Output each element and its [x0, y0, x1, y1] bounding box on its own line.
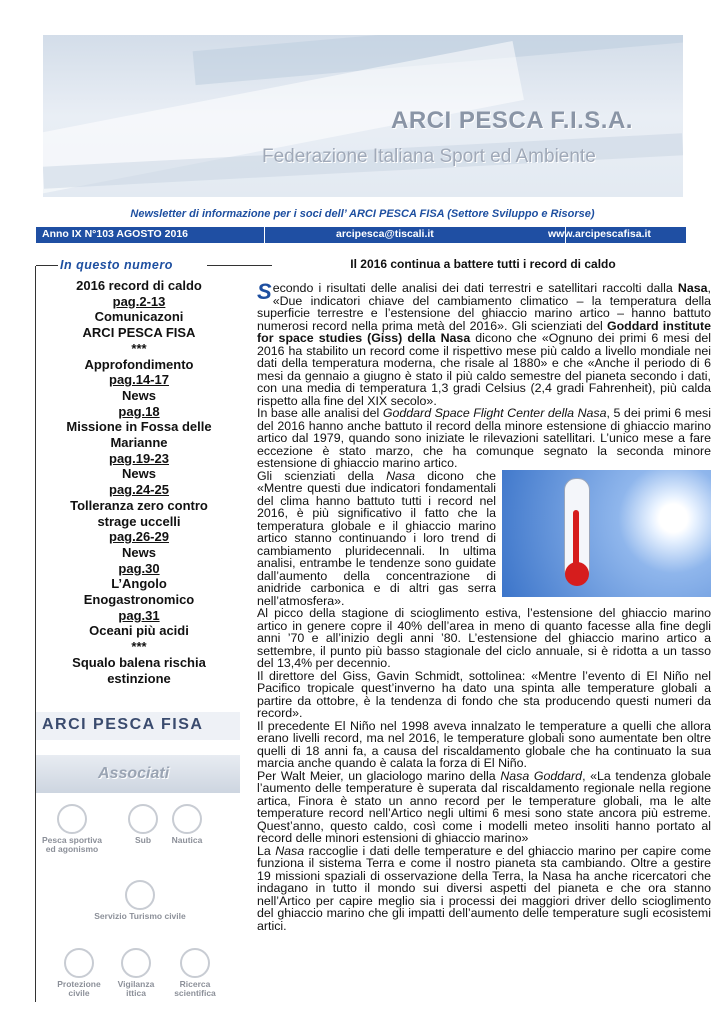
thermometer-photo — [502, 470, 711, 597]
associati-label: Associati — [98, 765, 170, 782]
toc-page-link[interactable]: pag.18 — [118, 403, 160, 419]
toc-page-link[interactable]: pag.26-29 — [109, 529, 169, 545]
associati-panel — [36, 712, 240, 1002]
article-paragraph: In base alle analisi del Goddard Space Flight Center della Nasa, 5 dei primi 6 mesi del 2016 hanno anche battuto il record della minore estensione di ghiaccio marino artico dal 1979, quando sono iniziate le rilevazioni satellitari. L’unico mese a fare eccezione è stato marzo, che ha comunque segnato la seconda minore estensione di ghiaccio marino artico. — [257, 406, 711, 470]
fishing-icon — [57, 804, 87, 834]
toc-entry-title: News — [122, 544, 156, 560]
toc-page-link[interactable]: pag.19-23 — [109, 450, 169, 466]
table-of-contents — [36, 278, 242, 686]
toc-entry-title: Tolleranza zero contro — [70, 497, 208, 513]
website-link[interactable]: www.arcipescafisa.it — [548, 228, 651, 240]
toc-entry-title: *** — [131, 340, 147, 356]
toc-entry-title: 2016 record di caldo — [76, 278, 202, 293]
info-bar — [36, 227, 686, 243]
toc-entry-title: Comunicazoni — [94, 309, 184, 325]
associati-item: Protezione civile — [52, 948, 106, 998]
associati-item: Servizio Turismo civile — [92, 880, 188, 921]
article-paragraph: Il direttore del Giss, Gavin Schmidt, sottolinea: «Mentre l’evento di El Niño nel Pacifico tropicale quest’inverno ha dato una spinta alle temperature globali a partire da ottobre, è la tendenza di fondo che sta producendo questi numeri da record». — [257, 668, 711, 720]
drop-cap: S — [257, 279, 272, 304]
toc-entry-title: News — [122, 466, 156, 482]
toc-entry-title: Squalo balena rischia — [72, 654, 206, 670]
issue-number: Anno IX N°103 AGOSTO 2016 — [42, 228, 188, 240]
info-divider — [264, 227, 265, 243]
boat-icon — [172, 804, 202, 834]
research-icon — [180, 948, 210, 978]
toc-header — [36, 258, 242, 272]
associati-item: Ricerca scientifica — [166, 948, 224, 998]
article-paragraph: Gli scienziati della Nasa dicono che «Mentre questi due indicatori fondamentali del clima hanno battuto tutti i record nel 2016, è più significativo il fatto che la temperatura globale e il ghiaccio marino artico stanno continuando i loro trend di cambiamento pluridecennali. In ultima analisi, entrambe le tendenze sono guidate dall’aumento della concentrazione di anidride carbonica e di altri gas serra nell’atmosfera». — [257, 468, 496, 608]
toc-page-link[interactable]: pag.2-13 — [112, 293, 166, 309]
toc-entry-title: Marianne — [110, 435, 168, 451]
article-title: Il 2016 continua a battere tutti i record di caldo — [350, 257, 616, 271]
associati-item: Nautica — [164, 804, 210, 845]
toc-entry-title: Enogastronomico — [83, 592, 195, 608]
toc-heading: In questo numero — [60, 258, 173, 272]
associati-item: Sub — [126, 804, 160, 845]
tourism-icon — [125, 880, 155, 910]
civil-protection-icon — [64, 948, 94, 978]
diver-icon — [128, 804, 158, 834]
associati-org-name: ARCI PESCA FISA — [42, 716, 204, 733]
article-paragraph: Al picco della stagione di scioglimento estiva, l’estensione del ghiaccio marino artico in genere copre il 40% dell’area in meno di quanto facesse alla fine degli anni ’70 e all’inizio degli anni ’80. L’estensione del ghiaccio marino artico a settembre, il punto più basso stagionale del ciclo annuale, si è ridotta a un tasso del 13,4% per decennio. — [257, 606, 711, 670]
toc-page-link[interactable]: pag.30 — [118, 560, 160, 576]
toc-entry-title: L’Angolo — [111, 576, 167, 592]
article-paragraph: Per Walt Meier, un glaciologo marino della Nasa Goddard, «La tendenza globale l’aumento delle temperature è superata dal riscaldamento regionale nella regione artica, Finora è stato un anno record per le temperature globali, ma le alte temperature record nell’Artico negli ultimi 6 mesi sono state ancora più estreme. Quest’anno, questo caldo, così come i modelli meteo insoliti hanno portato al record delle minori estensioni di ghiaccio marino» — [257, 768, 711, 845]
toc-entry-title: strage uccelli — [97, 513, 181, 529]
toc-entry-title: estinzione — [107, 670, 171, 686]
toc-entry-title: Oceani più acidi — [89, 623, 189, 639]
toc-entry-title: *** — [131, 639, 147, 655]
associati-item: Vigilanza ittica — [112, 948, 160, 998]
banner-title: ARCI PESCA F.I.S.A. — [391, 107, 633, 134]
toc-page-link[interactable]: pag.24-25 — [109, 482, 169, 498]
toc-entry-title: News — [122, 387, 156, 403]
toc-entry-title: Missione in Fossa delle — [66, 419, 212, 435]
toc-page-link[interactable]: pag.31 — [118, 607, 160, 623]
toc-entry-title: Approfondimento — [84, 356, 194, 372]
article-paragraph: Il precedente El Niño nel 1998 aveva innalzato le temperature a quelli che allora erano livelli record, ma nel 2016, le temperature globali sono aumentate ben oltre quelli di 18 anni fa, a causa del riscaldamento globale che ha continuato la sua marcia anche quando è calata la forza di El Niño. — [257, 718, 711, 770]
associati-item: Pesca sportiva ed agonismo — [42, 804, 102, 854]
article-paragraph: Secondo i risultati delle analisi dei dati terrestri e satellitari raccolti dalla Nasa, «Due indicatori chiave del cambiamento climatico – la temperatura della superficie terrestre e l’estensione del ghiaccio marino artico – hanno battuto numerosi record nella prima metà del 2016». Gli scienziati del Goddard institute for space studies (Giss) della Nasa dicono che «Ognuno dei primi 6 mesi del 2016 ha stabilito un record come il rispettivo mese più caldo a livello mondiale nei dati della temperatura moderna, che risale al 1880» e che «Anche il periodo di 6 mesi da gennaio a giugno è stato il più caldo semestre del pianeta secondo i dati, con una media di temperatura 1,3 gradi Celsius (2,4 gradi Fahrenheit), più calda rispetto alla fine del XIX secolo». — [257, 279, 711, 408]
banner-subtitle: Federazione Italiana Sport ed Ambiente — [262, 146, 596, 167]
header-banner — [43, 35, 683, 197]
fish-patrol-icon — [121, 948, 151, 978]
toc-page-link[interactable]: pag.14-17 — [109, 372, 169, 388]
article-body — [257, 279, 711, 933]
newsletter-intro: Newsletter di informazione per i soci dell’ ARCI PESCA FISA (Settore Sviluppo e Risorse) — [130, 208, 595, 220]
article-paragraph: La Nasa raccoglie i dati delle temperature e del ghiaccio marino per capire come funziona il sistema Terra e come il nostro pianeta sta cambiando. Oltre a gestire 19 missioni spaziali di osservazione della Terra, la Nasa ha anche ricercatori che indagano in tutto il mondo sui diversi aspetti del pianeta e che ora stanno nell’Artico per capire meglio sia i processi dei maggiori driver dello scioglimento del ghiaccio marino che gli impatti dell’aumento delle temperature sugli ecosistemi artici. — [257, 843, 711, 933]
toc-entry-title: ARCI PESCA FISA — [82, 325, 196, 341]
email-link[interactable]: arcipesca@tiscali.it — [336, 228, 434, 240]
